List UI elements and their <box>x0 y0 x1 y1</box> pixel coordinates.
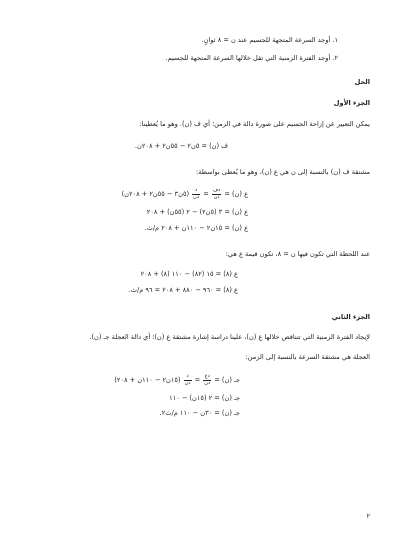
d1-equals: = <box>203 190 209 198</box>
acceleration-derivation-line-2: جـ (ن) = ٢ (١٥ن) − ١١٠ <box>169 394 240 402</box>
question-2: ٢. أوجد الفترة الزمنية التي تقل خلالها السرعة المتجهة للجسيم. <box>165 54 338 62</box>
velocity-at-8-line-1: ع (٨) = ١٥ (٨٢) − ١١٠ (٨) + ٢٠٨ <box>140 270 238 278</box>
a1-lhs: جـ (ن) = <box>214 376 240 384</box>
acceleration-intro: العجلة هي مشتقة السرعة بالنسبة إلى الزمن: <box>245 353 370 361</box>
velocity-at-8-line-2: ع (٨) = ٩٦٠ − ٨٨٠ + ٢٠٨ = ٩٦ م/ث. <box>128 286 238 294</box>
displacement-equation: ف (ن) = ٥ن٢ − ٥٥ن٢ + ٢٠٨ن. <box>134 142 228 150</box>
dfdn-fraction: $\frac{\text{دف}}{\text{دن}}$ <box>212 187 221 200</box>
derivative-intro: مشتقة ف (ن) بالنسبة إلى ن هي ع (ن)، وهو ما يُعطى بواسطة: <box>196 168 370 176</box>
acceleration-derivation-line-3: جـ (ن) = ٣٠ن − ١١٠ م/ث٢. <box>159 409 240 417</box>
at-t8-intro: عند اللحظة التي تكون فيها ن = ٨، تكون قيمة ع هي: <box>225 250 370 258</box>
d1-lhs: ع (ن) = <box>224 190 248 198</box>
part2-intro: لإيجاد الفترة الزمنية التي تتناقص خلالها ع (ن)، علينا دراسة إشارة مشتقة ع (ن)؛ أي دالة العجلة جـ (ن). <box>89 333 370 341</box>
d-dn-operator-2: $\frac{\text{د}}{\text{دن}}$ <box>184 373 191 386</box>
question-1: ١. أوجد السرعة المتجهة للجسيم عند ن = ٨ ثوانٍ. <box>201 36 338 44</box>
d1-expression: (٥ن٣ − ٥٥ن٢ + ٢٠٨ن) <box>121 190 190 198</box>
page-number: ٢ <box>366 512 370 520</box>
velocity-derivation-line-3: ع (ن) = ١٥ن٢ − ١١٠ن + ٢٠٨ م/ث. <box>144 224 248 232</box>
a1-expression: (١٥ن٢ − ١١٠ن + ٢٠٨) <box>114 376 181 384</box>
d-dn-operator: $\frac{\text{د}}{\text{دن}}$ <box>193 187 200 200</box>
part2-heading: الجزء الثاني <box>331 313 370 321</box>
solution-heading: الحل <box>354 78 370 86</box>
part1-heading: الجزء الأول <box>333 99 370 107</box>
part1-intro: يمكن التعبير عن إزاحة الجسيم على صورة دالة في الزمن؛ أي ف (ن). وهو ما يُعطينا: <box>139 120 370 128</box>
velocity-derivation-line-2: ع (ن) = ٣ (٥ن٢) − ٢ (٥٥ن) + ٢٠٨ <box>146 208 248 216</box>
a1-equals: = <box>194 376 201 384</box>
velocity-derivation-line-1 <box>122 188 248 200</box>
acceleration-derivation-line-1 <box>114 374 240 386</box>
dadn-fraction: $\frac{\text{دع}}{\text{دن}}$ <box>204 373 211 386</box>
